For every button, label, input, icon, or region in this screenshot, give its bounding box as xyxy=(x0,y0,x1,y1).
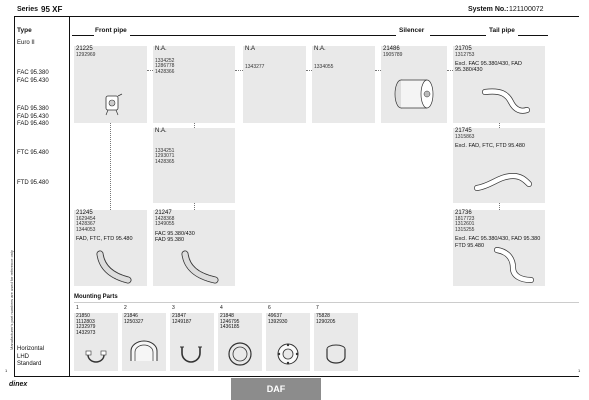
series-value: 95 XF xyxy=(41,5,63,14)
part-cell-na-1[interactable]: N.A. 1334252 1286778 1428366 xyxy=(153,46,235,123)
mounting-cell-21847[interactable]: 21847 1249187 xyxy=(170,313,214,371)
system-value: 121100072 xyxy=(509,6,544,13)
system-label: System No.: xyxy=(468,6,509,13)
part-cell-21225[interactable]: 21225 1292969 xyxy=(74,46,147,123)
clamp-icon xyxy=(84,345,108,365)
part-cell-21486[interactable]: 21486 1905789 xyxy=(381,46,447,123)
part-cell-21736[interactable]: 21736 1817723 1312601 1315255 Excl. FAC 95.380/430, FAD 95.380 FTD 95.480 xyxy=(453,210,545,286)
sleeve-clamp-icon xyxy=(128,339,160,365)
part-cell-21245[interactable]: 21245 1629454 1428367 1344053 FAD, FTC, FTD 95.480 xyxy=(74,210,147,286)
front-pipe-rule-right xyxy=(130,35,396,36)
connector xyxy=(375,70,381,71)
tail-pipe-header: Tail pipe xyxy=(489,27,515,34)
tail-pipe-21736-icon xyxy=(491,246,535,286)
part-cell-na-3[interactable]: N.A. 1334055 xyxy=(312,46,375,123)
page-number-left: 1 xyxy=(5,368,8,373)
brand-label: DAF xyxy=(231,378,321,400)
silencer-icon xyxy=(393,74,437,116)
mounting-num: 4 xyxy=(220,305,223,311)
tail-pipe-21705-icon xyxy=(481,84,531,118)
type-header: Type xyxy=(17,27,32,34)
label-bottom: Horizontal LHD Standard xyxy=(17,346,45,367)
gasket-ring-icon xyxy=(227,341,253,367)
label-group2: FAD 95.380 FAD 95.430 FAD 95.480 xyxy=(17,106,49,127)
flange-gasket-icon xyxy=(275,341,301,367)
tail-pipe-21745-icon xyxy=(473,168,533,198)
label-euro: Euro II xyxy=(17,40,35,46)
pipe-clamp-icon xyxy=(324,343,348,365)
series-label: Series xyxy=(17,6,39,13)
header-rule xyxy=(14,16,579,17)
mounting-cell-21846[interactable]: 21846 1250327 xyxy=(122,313,166,371)
front-pipe-header: Front pipe xyxy=(95,27,127,34)
connector xyxy=(447,70,453,71)
connector xyxy=(499,123,500,128)
silencer-header: Silencer xyxy=(399,27,425,34)
connector xyxy=(110,123,111,210)
mounting-num: 7 xyxy=(316,305,319,311)
front-pipe-21245-icon xyxy=(94,250,134,284)
dinex-logo: dinex xyxy=(9,381,28,388)
footer-rule xyxy=(14,376,579,377)
front-pipe-21247-icon xyxy=(179,250,221,284)
front-pipe-rule-left xyxy=(72,35,94,36)
part-cell-21745[interactable]: 21745 1315863 Excl. FAD, FTC, FTD 95.480 xyxy=(453,128,545,203)
tail-pipe-rule xyxy=(518,35,548,36)
part-cell-na-2[interactable]: N.A 1343277 xyxy=(243,46,306,123)
label-ftd: FTD 95.480 xyxy=(17,180,49,186)
connector xyxy=(235,70,243,71)
mounting-cell-49637[interactable]: 49637 1392930 xyxy=(266,313,310,371)
mounting-num: 1 xyxy=(76,305,79,311)
label-group1: FAC 95.380 FAC 95.430 xyxy=(17,70,49,84)
mounting-num: 3 xyxy=(172,305,175,311)
connector xyxy=(194,203,195,210)
part-cell-na-4[interactable]: N.A. 1334251 1293071 1428365 xyxy=(153,128,235,203)
mounting-num: 2 xyxy=(124,305,127,311)
connector xyxy=(499,203,500,210)
mounting-cell-21850[interactable]: 21850 1112803 1232979 1432973 xyxy=(74,313,118,371)
label-ftc: FTC 95.480 xyxy=(17,150,49,156)
frame-divider xyxy=(69,16,70,376)
part-cell-21705[interactable]: 21705 1312753 Excl. FAC 95.380/430, FAD 95.380/430 xyxy=(453,46,545,123)
front-pipe-flange-icon xyxy=(102,92,124,116)
mounting-rule xyxy=(74,302,579,303)
mounting-cell-75828[interactable]: 75828 1290205 xyxy=(314,313,358,371)
silencer-rule xyxy=(430,35,486,36)
page-number-right: 1 xyxy=(578,368,581,373)
connector xyxy=(306,70,312,71)
sidebar-disclaimer: Manufacturer's part numbers are used for reference only xyxy=(9,250,14,350)
part-cell-21247[interactable]: 21247 1428368 1349055 FAC 95.380/430 FAD 95.380 xyxy=(153,210,235,286)
mounting-title: Mounting Parts xyxy=(74,294,118,300)
mounting-num: 6 xyxy=(268,305,271,311)
u-bolt-icon xyxy=(178,341,204,365)
mounting-cell-21848[interactable]: 21848 1246795 1436185 xyxy=(218,313,262,371)
connector xyxy=(194,123,195,128)
frame-left xyxy=(14,16,15,376)
connector xyxy=(147,70,153,71)
